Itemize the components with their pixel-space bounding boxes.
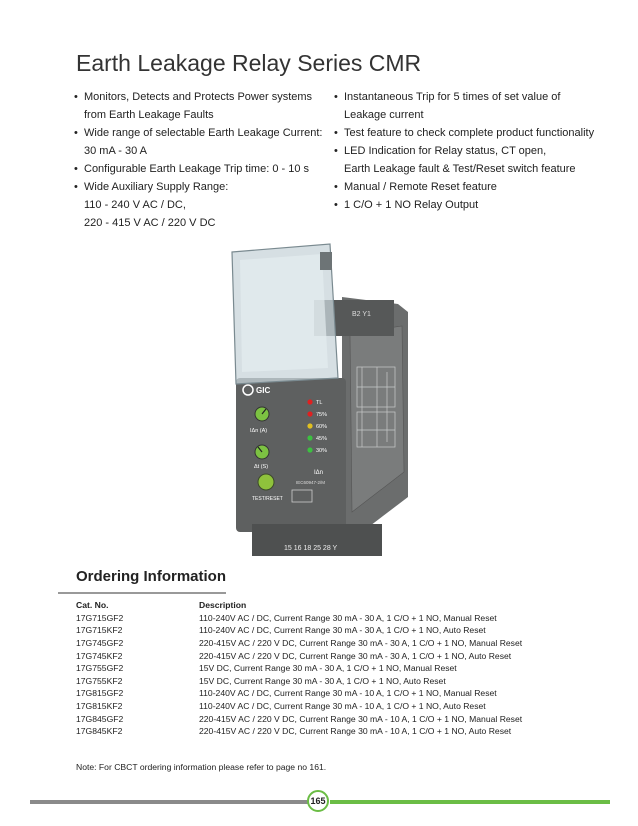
test-reset-label: TEST/RESET <box>252 496 283 502</box>
feature-item: • Test feature to check complete product functionality <box>334 124 624 142</box>
feature-item: • Wide Auxiliary Supply Range: <box>74 178 326 196</box>
dial1-label: IΔn (A) <box>250 428 268 434</box>
features-right <box>334 88 624 214</box>
description-cell: 110-240V AC / DC, Current Range 30 mA - 30 A, 1 C/O + 1 NO, Manual Reset <box>199 612 497 623</box>
table-row <box>76 637 522 650</box>
led-label: 45% <box>316 436 328 442</box>
cat-no-cell: 17G745GF2 <box>76 638 124 649</box>
table-row <box>76 700 522 713</box>
table-row <box>76 712 522 725</box>
feature-item-continuation: 220 - 415 V AC / 220 V DC <box>84 217 216 229</box>
table-row <box>76 675 522 688</box>
description-cell: 220-415V AC / 220 V DC, Current Range 30 mA - 30 A, 1 C/O + 1 NO, Auto Reset <box>199 650 512 661</box>
cat-no-cell: 17G815KF2 <box>76 701 123 712</box>
feature-item-continuation: 110 - 240 V AC / DC, <box>84 199 186 211</box>
table-row <box>76 687 522 700</box>
table-row <box>76 612 522 625</box>
feature-item: • Monitors, Detects and Protects Power systems <box>74 88 326 106</box>
description-cell: 110-240V AC / DC, Current Range 30 mA - 10 A, 1 C/O + 1 NO, Auto Reset <box>199 701 486 712</box>
relay-front-panel <box>236 378 346 532</box>
led-indicator-icon <box>307 399 312 404</box>
ordering-heading: Ordering Information <box>76 568 226 585</box>
features-left <box>74 88 326 232</box>
page-number: 165 <box>307 790 329 812</box>
cat-no-cell: 17G845GF2 <box>76 713 124 724</box>
led-label: TL <box>316 400 323 406</box>
cat-no-cell: 17G745KF2 <box>76 650 123 661</box>
description-cell: 220-415V AC / 220 V DC, Current Range 30 mA - 10 A, 1 C/O + 1 NO, Manual Reset <box>199 713 523 724</box>
table-row <box>76 725 522 738</box>
led-indicator-icon <box>307 423 312 428</box>
feature-item-continuation: 30 mA - 30 A <box>84 145 147 157</box>
cat-no-cell: 17G715KF2 <box>76 625 123 636</box>
i-label: IΔn <box>314 470 324 476</box>
feature-item: • Manual / Remote Reset feature <box>334 178 624 196</box>
led-indicator-icon <box>307 435 312 440</box>
led-indicator-icon <box>307 411 312 416</box>
bottom-terminals-label: 15 16 18 25 28 Y <box>284 545 338 552</box>
top-terminals-label: B2 Y1 <box>352 311 371 318</box>
cat-no-cell: 17G815GF2 <box>76 688 124 699</box>
table-row <box>76 649 522 662</box>
led-indicator-icon <box>307 447 312 452</box>
col-header-desc: Description <box>199 600 247 611</box>
description-cell: 15V DC, Current Range 30 mA - 30 A, 1 C/O + 1 NO, Manual Reset <box>199 663 457 674</box>
table-row <box>76 662 522 675</box>
cat-no-cell: 17G755GF2 <box>76 663 124 674</box>
footer-rule-left <box>30 800 308 804</box>
footnote: Note: For CBCT ordering information please refer to page no 161. <box>76 762 327 772</box>
relay-product-image <box>222 242 418 564</box>
description-cell: 110-240V AC / DC, Current Range 30 mA - 10 A, 1 C/O + 1 NO, Manual Reset <box>199 688 497 699</box>
cat-no-cell: 17G845KF2 <box>76 726 123 737</box>
description-cell: 220-415V AC / 220 V DC, Current Range 30 mA - 10 A, 1 C/O + 1 NO, Auto Reset <box>199 726 512 737</box>
standard-label: IEC60947-2/M <box>296 480 326 485</box>
led-label: 75% <box>316 412 328 418</box>
feature-item: • Wide range of selectable Earth Leakage Current: <box>74 124 326 142</box>
led-label: 60% <box>316 424 328 430</box>
ordering-heading-rule <box>58 592 226 594</box>
ordering-table <box>76 599 522 738</box>
description-cell: 220-415V AC / 220 V DC, Current Range 30 mA - 30 A, 1 C/O + 1 NO, Manual Reset <box>199 638 523 649</box>
feature-item: • Instantaneous Trip for 5 times of set value of <box>334 88 624 106</box>
feature-item-continuation: Leakage current <box>344 109 424 121</box>
col-header-cat: Cat. No. <box>76 600 109 611</box>
feature-item: • 1 C/O + 1 NO Relay Output <box>334 196 624 214</box>
footer-rule-right <box>330 800 610 804</box>
feature-item-continuation: Earth Leakage fault & Test/Reset switch feature <box>344 163 576 175</box>
feature-item: • LED Indication for Relay status, CT open, <box>334 142 624 160</box>
table-header-row <box>76 599 522 612</box>
test-reset-button[interactable] <box>258 474 274 490</box>
brand-label: GIC <box>256 386 271 395</box>
cat-no-cell: 17G755KF2 <box>76 675 123 686</box>
led-label: 30% <box>316 448 328 454</box>
description-cell: 15V DC, Current Range 30 mA - 30 A, 1 C/O + 1 NO, Auto Reset <box>199 675 446 686</box>
description-cell: 110-240V AC / DC, Current Range 30 mA - 30 A, 1 C/O + 1 NO, Auto Reset <box>199 625 486 636</box>
page-title: Earth Leakage Relay Series CMR <box>76 50 422 76</box>
feature-item-continuation: from Earth Leakage Faults <box>84 109 214 121</box>
feature-item: • Configurable Earth Leakage Trip time: 0 - 10 s <box>74 160 326 178</box>
table-row <box>76 624 522 637</box>
cat-no-cell: 17G715GF2 <box>76 612 124 623</box>
dial2-label: Δt (S) <box>254 464 269 470</box>
